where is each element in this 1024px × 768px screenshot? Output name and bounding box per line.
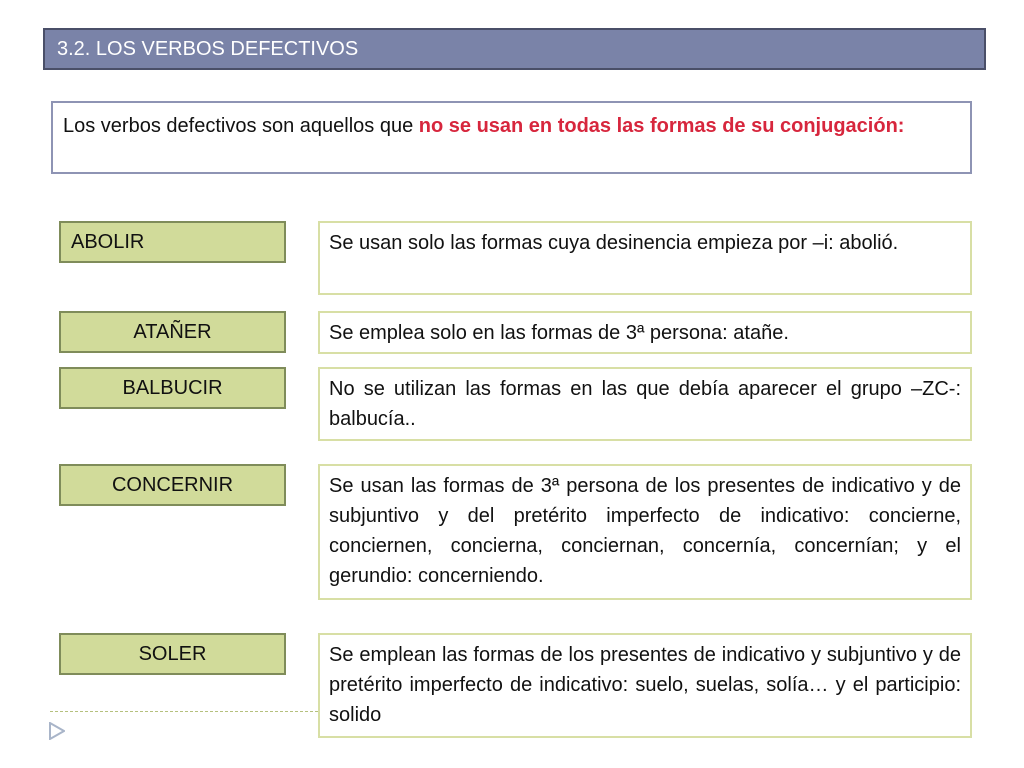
verb-description-balbucir: No se utilizan las formas en las que debía aparecer el grupo –ZC-: balbucía.. bbox=[318, 367, 972, 441]
verb-description-atanier: Se emplea solo en las formas de 3ª persona: atañe. bbox=[318, 311, 972, 354]
verb-label-balbucir: BALBUCIR bbox=[59, 367, 286, 409]
verb-label-abolir: ABOLIR bbox=[59, 221, 286, 263]
verb-label-atanier: ATAÑER bbox=[59, 311, 286, 353]
slide-title: 3.2. LOS VERBOS DEFECTIVOS bbox=[43, 28, 986, 70]
intro-definition-box bbox=[51, 101, 972, 174]
verb-label-concernir: CONCERNIR bbox=[59, 464, 286, 506]
intro-highlight: no se usan en todas las formas de su conjugación: bbox=[418, 115, 905, 137]
verb-description-soler: Se emplean las formas de los presentes de indicativo y subjuntivo y de pretérito imperfecto de indicativo: suelo, suelas, solía… y el participio: solido bbox=[318, 633, 972, 738]
verb-description-abolir: Se usan solo las formas cuya desinencia empieza por –i: abolió. bbox=[318, 221, 972, 295]
triangle-arrow-icon bbox=[49, 722, 65, 740]
intro-text: Los verbos defectivos son aquellos que bbox=[63, 115, 419, 137]
divider-line bbox=[50, 711, 318, 712]
verb-label-soler: SOLER bbox=[59, 633, 286, 675]
verb-description-concernir: Se usan las formas de 3ª persona de los presentes de indicativo y de subjuntivo y del pretérito imperfecto de indicativo: concierne, conciernen, concierna, conciernan, concernía, concernían; y el gerundio: concerniendo. bbox=[318, 464, 972, 600]
